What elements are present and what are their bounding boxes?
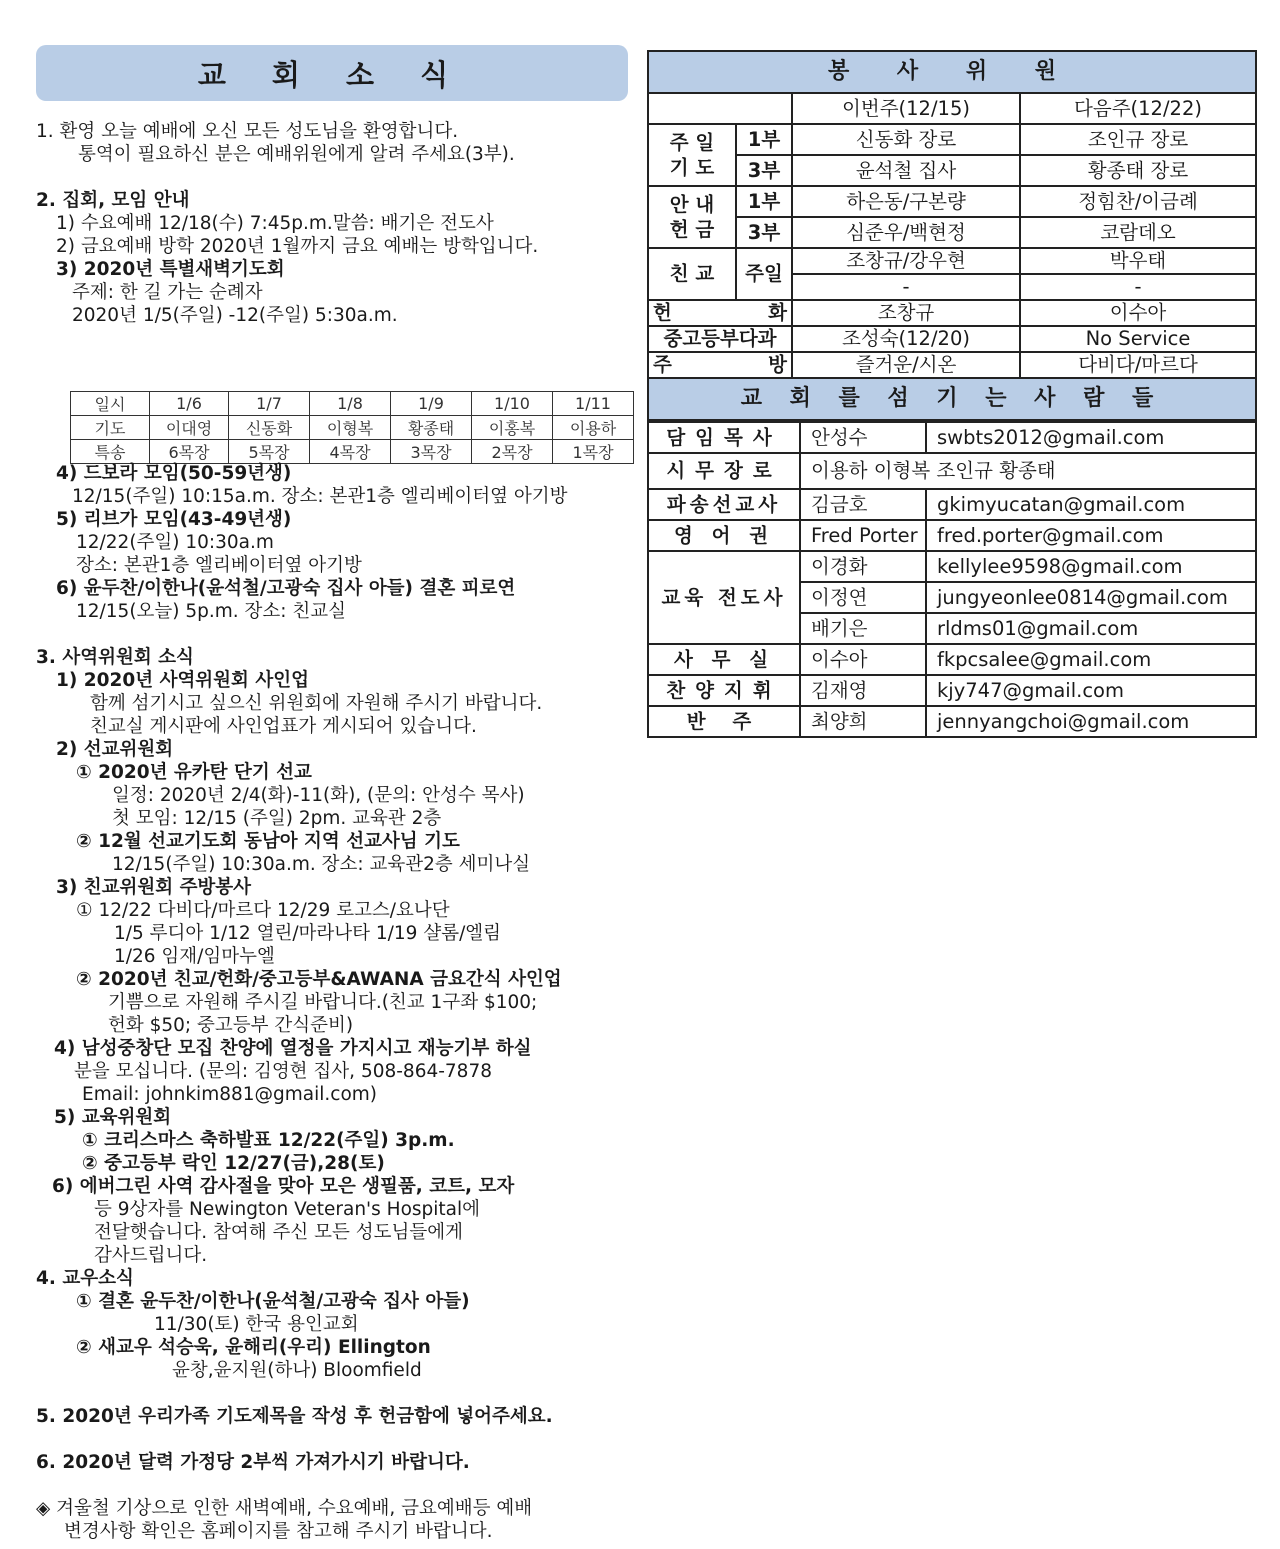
schedule-cell: 1/11	[553, 392, 634, 416]
news-line: 변경사항 확인은 홈페이지를 참고해 주시기 바랍니다.	[64, 1521, 493, 1542]
news-line: 3) 2020년 특별새벽기도회	[56, 259, 285, 280]
fellowship-label: 친 교	[648, 248, 736, 300]
offering-label-line2: 헌 금	[669, 218, 715, 241]
staff-email: kjy747@gmail.com	[926, 675, 1256, 706]
schedule-cell: 1/10	[472, 392, 553, 416]
youth-this: 조성숙(12/20)	[792, 326, 1020, 352]
staff-name: 이경화	[800, 551, 926, 582]
schedule-cell: 이형복	[310, 416, 391, 440]
news-line: ② 새교우 석승욱, 윤해리(우리) Ellington	[76, 1337, 431, 1358]
news-line: 5) 리브가 모임(43-49년생)	[56, 509, 292, 530]
schedule-cell: 1/9	[391, 392, 472, 416]
news-line: 일정: 2020년 2/4(화)-11(화), (문의: 안성수 목사)	[112, 785, 525, 806]
blank-header-cell	[648, 93, 792, 124]
staff-name: 안성수	[800, 422, 926, 453]
news-line: ② 중고등부 락인 12/27(금),28(토)	[82, 1153, 385, 1174]
news-line: ② 2020년 친교/헌화/중고등부&AWANA 금요간식 사인업	[76, 969, 562, 990]
news-line: 통역이 필요하신 분은 예배위원에게 알려 주세요(3부).	[78, 144, 515, 165]
schedule-cell: 황종태	[391, 416, 472, 440]
schedule-cell: 1/7	[229, 392, 310, 416]
news-line: 12/15(오늘) 5p.m. 장소: 친교실	[76, 601, 347, 622]
kitchen-this: 즐거운/시온	[792, 352, 1020, 378]
news-line: ① 2020년 유카탄 단기 선교	[76, 762, 312, 783]
news-line: 헌화 $50; 중고등부 간식준비)	[108, 1015, 354, 1036]
staff-name: Fred Porter	[800, 520, 926, 551]
news-line: 등 9상자를 Newington Veteran's Hospital에	[94, 1199, 481, 1220]
servants-title: 교 회 를 섬 기 는 사 람 들	[648, 378, 1256, 420]
staff-role: 파송선교사	[648, 489, 800, 520]
staff-email: swbts2012@gmail.com	[926, 422, 1256, 453]
offering-label-line1: 안 내	[669, 192, 715, 216]
offering1-this: 하은동/구본량	[792, 186, 1020, 217]
this-week-header: 이번주(12/15)	[792, 93, 1020, 124]
news-line: 첫 모임: 12/15 (주일) 2pm. 교육관 2층	[112, 808, 442, 829]
staff-name: 김재영	[800, 675, 926, 706]
volunteers-title: 봉 사 위 원	[648, 51, 1256, 93]
fellow2-next: -	[1020, 274, 1256, 300]
schedule-cell: 5목장	[229, 440, 310, 464]
news-line: 2) 금요예배 방학 2020년 1월까지 금요 예배는 방학입니다.	[56, 236, 539, 257]
schedule-cell: 6목장	[150, 440, 229, 464]
church-news-column	[30, 45, 635, 1542]
sunday-label: 주일	[736, 248, 792, 300]
news-line: 장소: 본관1층 엘리베이터옆 아기방	[76, 555, 362, 576]
part1-label: 1부	[736, 124, 792, 155]
staff-name: 최양희	[800, 706, 926, 737]
schedule-cell: 이용하	[553, 416, 634, 440]
schedule-cell: 4목장	[310, 440, 391, 464]
schedule-cell: 이대영	[150, 416, 229, 440]
offering3-next: 코람데오	[1020, 217, 1256, 248]
staff-name: 이용하 이형복 조인규 황종태	[800, 453, 1256, 489]
news-line: ① 12/22 다비다/마르다 12/29 로고스/요나단	[76, 900, 450, 921]
prayer3-this: 윤석철 집사	[792, 155, 1020, 186]
schedule-cell: 1목장	[553, 440, 634, 464]
news-line: 전달햇습니다. 참여해 주신 모든 성도님들에게	[94, 1222, 463, 1243]
schedule-cell: 1/8	[310, 392, 391, 416]
staff-role: 영 어 권	[648, 520, 800, 551]
volunteers-table	[647, 50, 1257, 421]
news-line: 3. 사역위원회 소식	[36, 647, 194, 668]
news-line: 5. 2020년 우리가족 기도제목을 작성 후 헌금함에 넣어주세요.	[36, 1406, 553, 1427]
staff-email: jennyangchoi@gmail.com	[926, 706, 1256, 737]
news-line: 12/15(주일) 10:30a.m. 장소: 교육관2층 세미나실	[112, 854, 531, 875]
youth-next: No Service	[1020, 326, 1256, 352]
news-line: ① 크리스마스 축하발표 12/22(주일) 3p.m.	[82, 1130, 455, 1151]
dawn-prayer-schedule	[70, 391, 634, 464]
staff-role: 반 주	[648, 706, 800, 737]
staff-email: kellylee9598@gmail.com	[926, 551, 1256, 582]
schedule-cell: 기도	[71, 416, 150, 440]
flower-label: 헌 화	[648, 300, 792, 326]
staff-role: 찬양지휘	[648, 675, 800, 706]
news-line: 5) 교육위원회	[54, 1107, 172, 1128]
schedule-cell: 일시	[71, 392, 150, 416]
news-line: 12/15(주일) 10:15a.m. 장소: 본관1층 엘리베이터옆 아기방	[72, 486, 568, 507]
church-news-title: 교 회 소 식	[36, 45, 628, 101]
news-line: Email: johnkim881@gmail.com)	[82, 1084, 378, 1105]
news-line: 1. 환영 오늘 예배에 오신 모든 성도님을 환영합니다.	[36, 121, 459, 142]
prayer-label-line2: 기 도	[669, 156, 715, 179]
news-line: 1/26 임재/임마누엘	[114, 946, 275, 967]
prayer-label-line1: 주 일	[669, 130, 715, 154]
staff-email: rldms01@gmail.com	[926, 613, 1256, 644]
news-line: 11/30(토) 한국 용인교회	[154, 1314, 359, 1335]
news-line: 2020년 1/5(주일) -12(주일) 5:30a.m.	[72, 305, 398, 326]
prayer1-this: 신동화 장로	[792, 124, 1020, 155]
offering1-next: 정힘찬/이금례	[1020, 186, 1256, 217]
news-line: 주제: 한 길 가는 순례자	[72, 282, 263, 303]
staff-role: 시무장로	[648, 453, 800, 489]
news-line: ② 12월 선교기도회 동남아 지역 선교사님 기도	[76, 831, 460, 852]
news-line: 12/22(주일) 10:30a.m	[76, 532, 274, 553]
schedule-cell: 3목장	[391, 440, 472, 464]
schedule-cell: 이홍복	[472, 416, 553, 440]
prayer3-next: 황종태 장로	[1020, 155, 1256, 186]
fellow1-this: 조창규/강우현	[792, 248, 1020, 274]
next-week-header: 다음주(12/22)	[1020, 93, 1256, 124]
news-line: 윤창,윤지원(하나) Bloomfield	[172, 1360, 422, 1381]
youth-label: 중고등부다과	[648, 326, 792, 352]
news-line: 1) 2020년 사역위원회 사인업	[56, 670, 309, 691]
news-line: 분을 모십니다. (문의: 김영현 집사, 508-864-7878	[74, 1061, 492, 1082]
staff-name: 이정연	[800, 582, 926, 613]
flower-this: 조창규	[792, 300, 1020, 326]
staff-name: 이수아	[800, 644, 926, 675]
news-line: 감사드립니다.	[94, 1245, 208, 1266]
news-line: 함께 섬기시고 싶으신 위원회에 자원해 주시기 바랍니다.	[90, 693, 543, 714]
news-line: 2. 집회, 모임 안내	[36, 190, 190, 211]
staff-email: gkimyucatan@gmail.com	[926, 489, 1256, 520]
news-line: 1) 수요예배 12/18(수) 7:45p.m.말씀: 배기은 전도사	[56, 213, 494, 234]
kitchen-label: 주 방	[648, 352, 792, 378]
kitchen-next: 다비다/마르다	[1020, 352, 1256, 378]
staff-role: 담임목사	[648, 422, 800, 453]
staff-name: 김금호	[800, 489, 926, 520]
prayer-label	[648, 124, 736, 186]
staff-role: 교육 전도사	[648, 551, 800, 644]
part1-label: 1부	[736, 186, 792, 217]
staff-table	[647, 421, 1257, 738]
news-line: 4. 교우소식	[36, 1268, 134, 1289]
offering3-this: 심준우/백현정	[792, 217, 1020, 248]
schedule-cell: 신동화	[229, 416, 310, 440]
news-line: 6) 에버그린 사역 감사절을 맞아 모은 생필품, 코트, 모자	[52, 1176, 515, 1197]
news-line: 2) 선교위원회	[56, 739, 174, 760]
schedule-cell: 특송	[71, 440, 150, 464]
news-line: 6) 윤두찬/이한나(윤석철/고광숙 집사 아들) 결혼 피로연	[56, 578, 516, 599]
news-line: 6. 2020년 달력 가정당 2부씩 가져가시기 바랍니다.	[36, 1452, 470, 1473]
schedule-cell: 2목장	[472, 440, 553, 464]
news-line: 4) 드보라 모임(50-59년생)	[56, 463, 292, 484]
schedule-cell: 1/6	[150, 392, 229, 416]
staff-role: 사 무 실	[648, 644, 800, 675]
part3-label: 3부	[736, 217, 792, 248]
volunteers-column	[647, 50, 1257, 738]
news-line: ◈ 겨울철 기상으로 인한 새벽예배, 수요예배, 금요예배등 예배	[36, 1498, 533, 1519]
staff-email: fred.porter@gmail.com	[926, 520, 1256, 551]
news-line: 4) 남성중창단 모집 찬양에 열정을 가지시고 재능기부 하실	[54, 1038, 532, 1059]
part3-label: 3부	[736, 155, 792, 186]
fellow2-this: -	[792, 274, 1020, 300]
news-line: ① 결혼 윤두찬/이한나(윤석철/고광숙 집사 아들)	[76, 1291, 470, 1312]
news-line: 기쁨으로 자원해 주시길 바랍니다.(친교 1구좌 $100;	[108, 992, 538, 1013]
staff-email: jungyeonlee0814@gmail.com	[926, 582, 1256, 613]
flower-next: 이수아	[1020, 300, 1256, 326]
staff-name: 배기은	[800, 613, 926, 644]
staff-email: fkpcsalee@gmail.com	[926, 644, 1256, 675]
news-line: 친교실 게시판에 사인업표가 게시되어 있습니다.	[90, 716, 477, 737]
fellow1-next: 박우태	[1020, 248, 1256, 274]
offering-label	[648, 186, 736, 248]
prayer1-next: 조인규 장로	[1020, 124, 1256, 155]
news-line: 1/5 루디아 1/12 열린/마라나타 1/19 샬롬/엘림	[114, 923, 502, 944]
news-line: 3) 친교위원회 주방봉사	[56, 877, 252, 898]
